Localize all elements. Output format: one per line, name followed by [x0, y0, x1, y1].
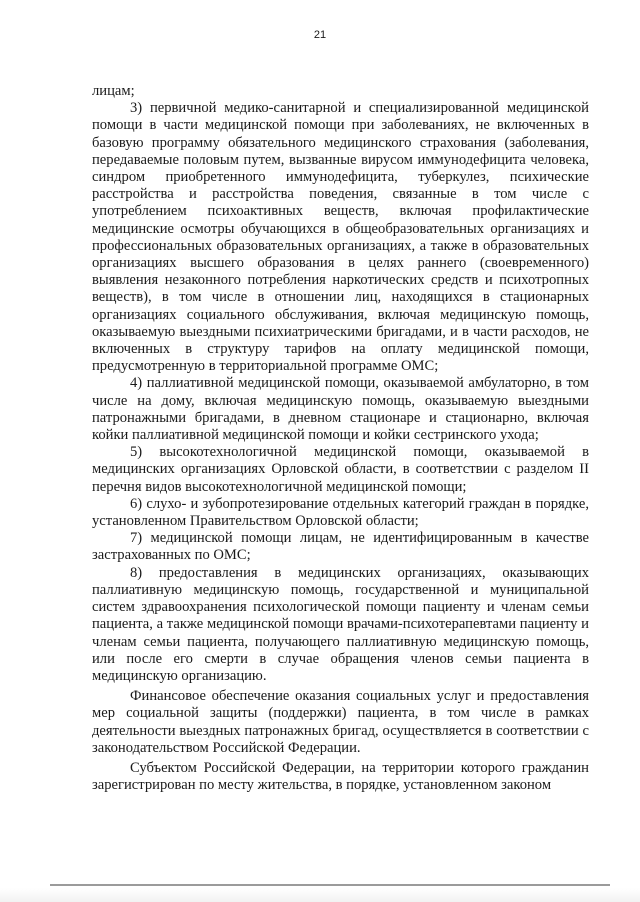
list-item-6: 6) слухо- и зубопротезирование отдельных категорий граждан в порядке, установленном Правительством Орловской области;	[92, 495, 589, 530]
document-body	[92, 83, 589, 794]
paragraph-continuation: лицам;	[92, 83, 135, 99]
paragraph-financing: Финансовое обеспечение оказания социальных услуг и предоставления мер социальной защиты (поддержки) пациента, в том числе в рамках деятельности выездных патронажных бригад, осуществляется в соответствии с законодательством Российской Федерации.	[92, 688, 589, 756]
list-item-5: 5) высокотехнологичной медицинской помощи, оказываемой в медицинских организациях Орловской области, в соответствии с разделом II перечня видов высокотехнологичной медицинской помощи;	[92, 444, 589, 495]
scan-bottom-shadow	[0, 888, 640, 902]
scan-edge-line	[50, 884, 610, 886]
list-item-7: 7) медицинской помощи лицам, не идентифицированным в качестве застрахованных по ОМС;	[92, 530, 589, 564]
paragraph-subject: Субъектом Российской Федерации, на территории которого гражданин зарегистрирован по месту жительства, в порядке, установленном законом	[92, 759, 589, 794]
list-item-4: 4) паллиативной медицинской помощи, оказываемой амбулаторно, в том числе на дому, включая медицинскую помощь, оказываемую выездными патронажными бригадами, в дневном стационаре и стационарно, включая койки паллиативной медицинской помощи и койки сестринского ухода;	[92, 375, 589, 444]
list-item-3: 3) первичной медико-санитарной и специализированной медицинской помощи в части медицинской помощи при заболеваниях, не включенных в базовую программу обязательного медицинского страхования (заболевания, передаваемые половым путем, вызванные вирусом иммунодефицита человека, синдром приобретенного иммунодефицита, туберкулез, психические расстройства и расстройства поведения, связанные в том числе с употреблением психоактивных веществ, включая профилактические медицинские осмотры обучающихся в общеобразовательных организациях и профессиональных образовательных организациях, а также в образовательных организациях высшего образования в целях раннего (своевременного) выявления незаконного потребления наркотических средств и психотропных веществ), в том числе в отношении лиц, находящихся в стационарных организациях социального обслуживания, включая медицинскую помощь, оказываемую выездными психиатрическими бригадами, и в части расходов, не включенных в структуру тарифов на оплату медицинской помощи, предусмотренную в территориальной программе ОМС;	[92, 100, 589, 375]
page-number: 21	[313, 29, 327, 41]
list-item-8: 8) предоставления в медицинских организациях, оказывающих паллиативную медицинскую помощь, государственной и муниципальной систем здравоохранения психологической помощи пациенту и членам семьи пациента, а также медицинской помощи врачами-психотерапевтами пациенту и членам семьи пациента, получающего паллиативную медицинскую помощь, или после его смерти в случае обращения членов семьи пациента в медицинскую организацию.	[92, 564, 589, 684]
